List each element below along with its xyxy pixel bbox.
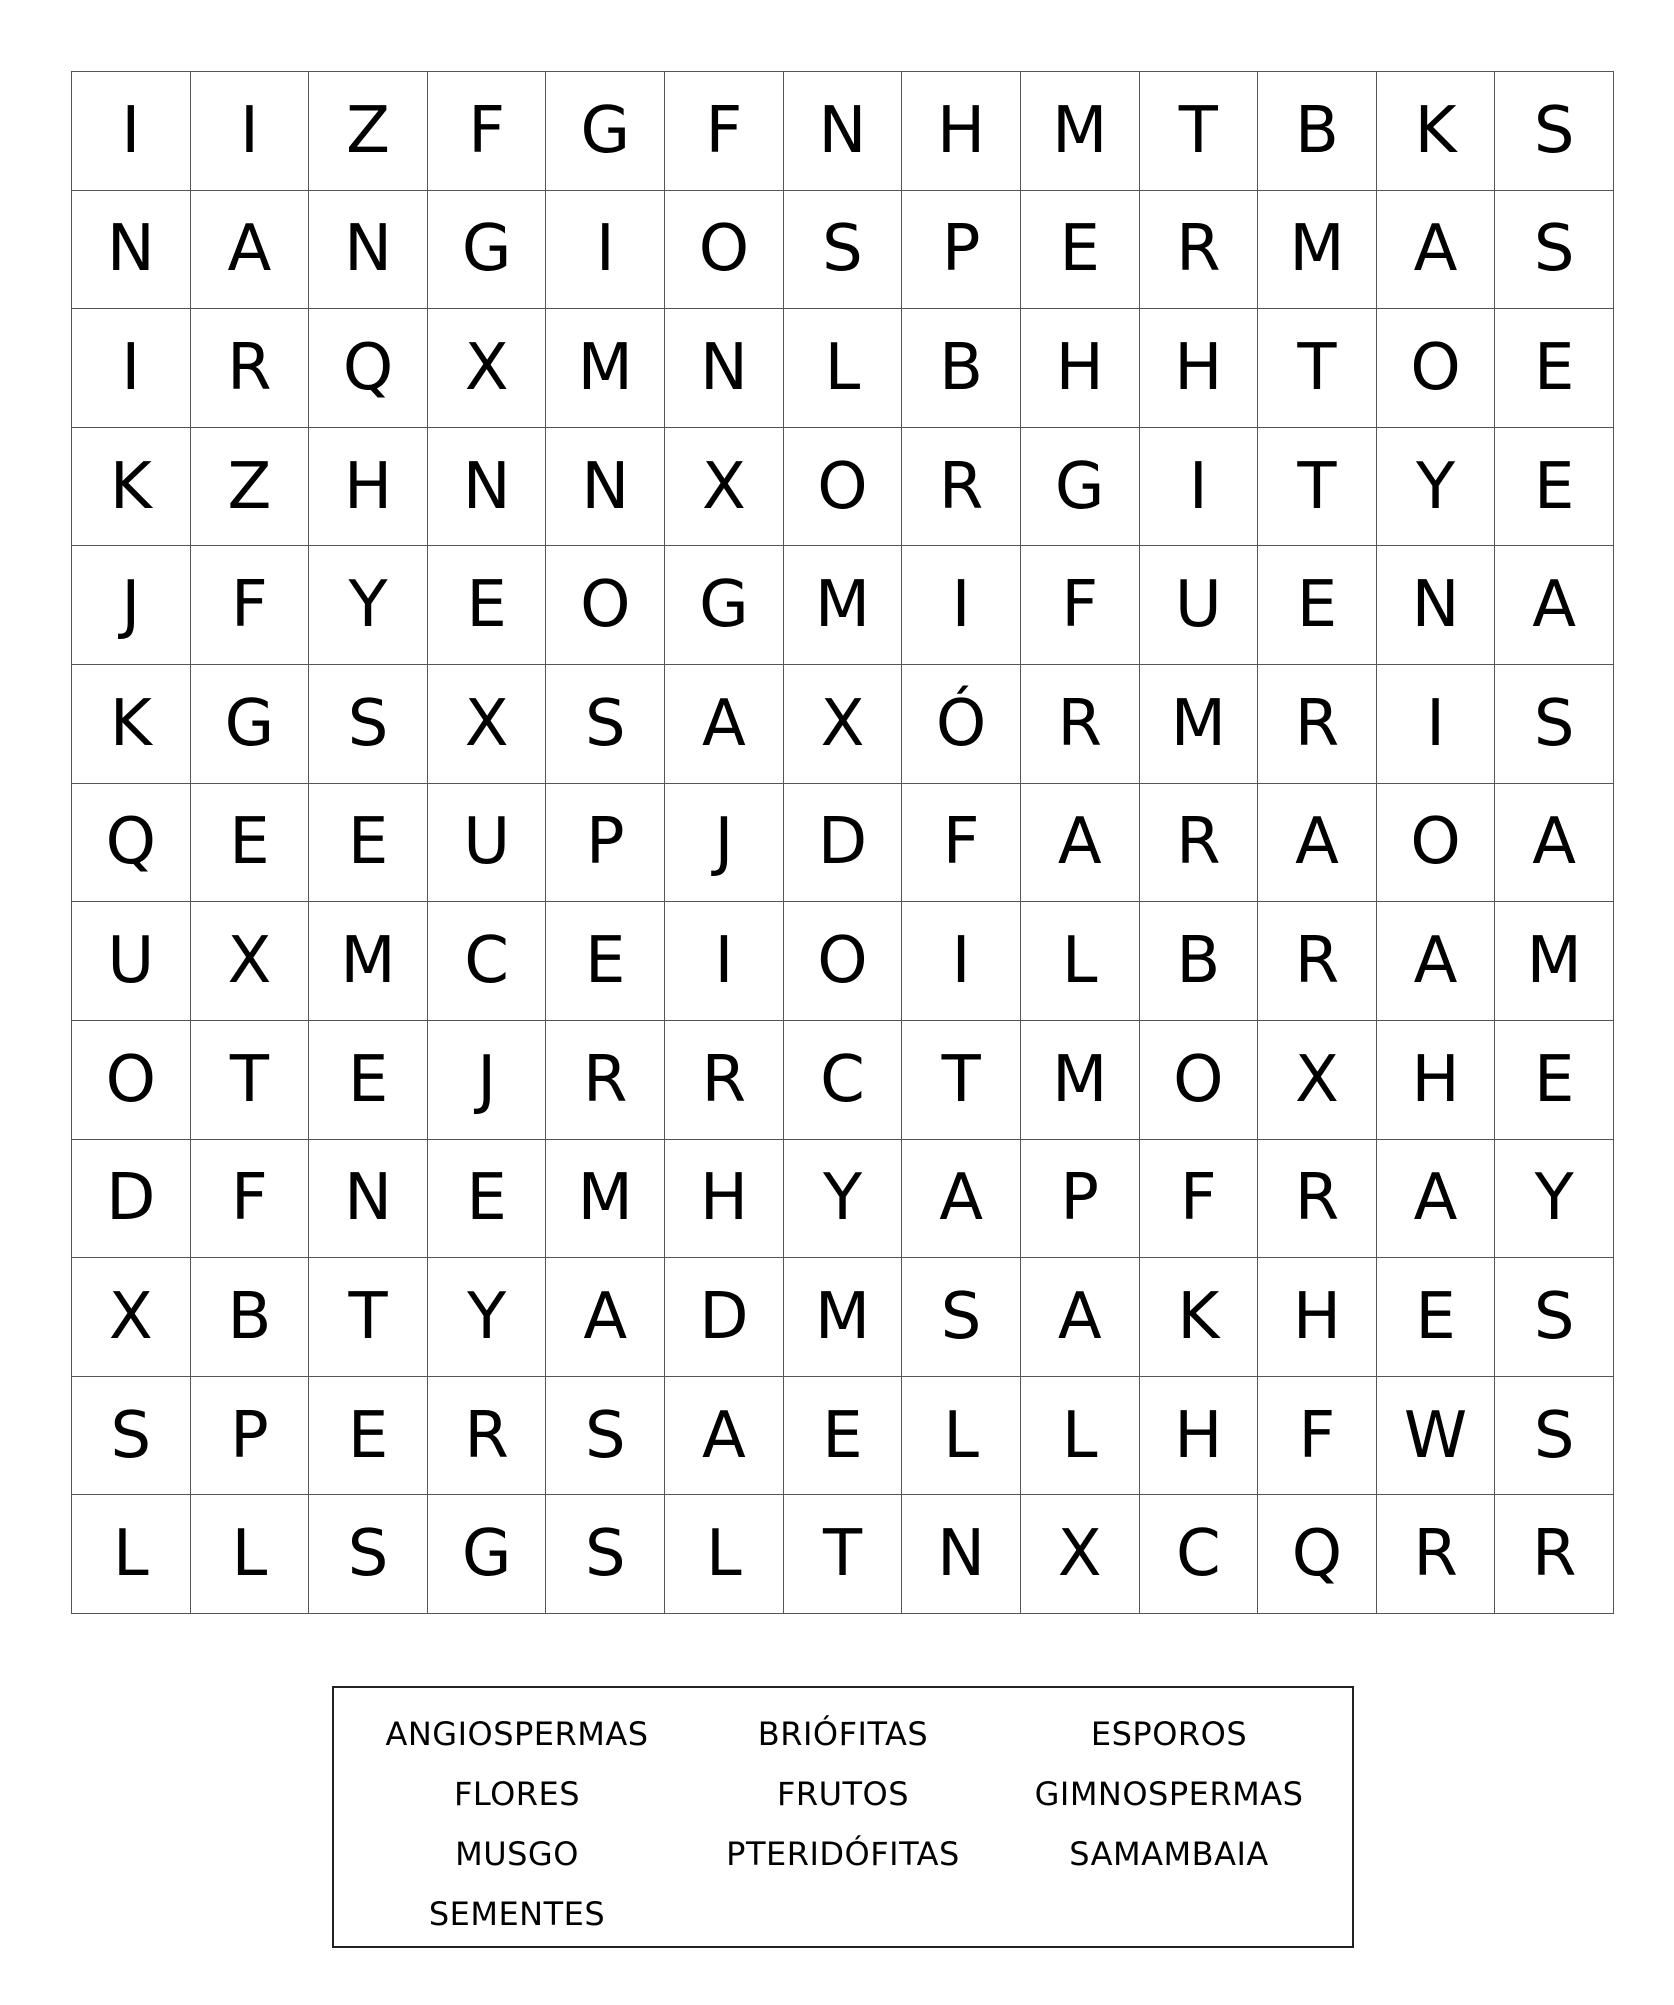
grid-cell[interactable]: N: [784, 72, 903, 191]
grid-cell[interactable]: R: [546, 1021, 665, 1140]
grid-cell[interactable]: G: [428, 1495, 547, 1614]
grid-cell[interactable]: S: [1495, 1377, 1614, 1496]
grid-cell[interactable]: O: [1140, 1021, 1259, 1140]
grid-cell[interactable]: S: [546, 1495, 665, 1614]
grid-cell[interactable]: O: [784, 902, 903, 1021]
grid-cell[interactable]: R: [428, 1377, 547, 1496]
grid-cell[interactable]: R: [902, 428, 1021, 547]
grid-cell[interactable]: D: [784, 784, 903, 903]
grid-cell[interactable]: I: [191, 72, 310, 191]
grid-cell[interactable]: L: [902, 1377, 1021, 1496]
grid-cell[interactable]: H: [1140, 1377, 1259, 1496]
word-list-item: MUSGO: [455, 1835, 579, 1873]
grid-cell[interactable]: F: [1258, 1377, 1377, 1496]
grid-cell[interactable]: S: [1495, 72, 1614, 191]
grid-cell[interactable]: E: [428, 1140, 547, 1259]
word-list-item: ESPOROS: [1090, 1715, 1248, 1753]
grid-cell[interactable]: E: [309, 1021, 428, 1140]
grid-cell[interactable]: X: [665, 428, 784, 547]
grid-cell[interactable]: R: [1258, 902, 1377, 1021]
grid-cell[interactable]: N: [72, 191, 191, 310]
grid-cell[interactable]: E: [1021, 191, 1140, 310]
grid-cell[interactable]: N: [309, 1140, 428, 1259]
grid-cell[interactable]: T: [902, 1021, 1021, 1140]
grid-cell[interactable]: N: [546, 428, 665, 547]
grid-cell[interactable]: M: [309, 902, 428, 1021]
grid-cell[interactable]: R: [1258, 1140, 1377, 1259]
grid-cell[interactable]: I: [546, 191, 665, 310]
word-list-item: PTERIDÓFITAS: [726, 1835, 960, 1873]
grid-cell[interactable]: O: [665, 191, 784, 310]
word-list-item: FRUTOS: [776, 1775, 910, 1813]
grid-cell[interactable]: X: [72, 1258, 191, 1377]
grid-cell[interactable]: R: [1495, 1495, 1614, 1614]
grid-cell[interactable]: H: [1377, 1021, 1496, 1140]
grid-cell[interactable]: J: [428, 1021, 547, 1140]
grid-cell[interactable]: G: [665, 546, 784, 665]
grid-cell[interactable]: K: [72, 428, 191, 547]
grid-cell[interactable]: E: [1258, 546, 1377, 665]
grid-cell[interactable]: A: [1377, 1140, 1496, 1259]
grid-cell[interactable]: G: [1021, 428, 1140, 547]
grid-cell[interactable]: C: [428, 902, 547, 1021]
grid-cell[interactable]: S: [546, 1377, 665, 1496]
grid-cell[interactable]: T: [1140, 72, 1259, 191]
word-list-item: ANGIOSPERMAS: [385, 1715, 649, 1753]
grid-cell[interactable]: I: [902, 546, 1021, 665]
grid-cell[interactable]: A: [665, 1377, 784, 1496]
grid-cell[interactable]: U: [72, 902, 191, 1021]
grid-cell[interactable]: T: [191, 1021, 310, 1140]
grid-cell[interactable]: L: [1021, 902, 1140, 1021]
grid-cell[interactable]: Q: [1258, 1495, 1377, 1614]
grid-cell[interactable]: P: [546, 784, 665, 903]
grid-cell[interactable]: Y: [1495, 1140, 1614, 1259]
grid-cell[interactable]: S: [309, 1495, 428, 1614]
grid-cell[interactable]: N: [665, 309, 784, 428]
grid-cell[interactable]: N: [309, 191, 428, 310]
grid-cell[interactable]: L: [665, 1495, 784, 1614]
grid-cell[interactable]: L: [1021, 1377, 1140, 1496]
grid-cell[interactable]: R: [191, 309, 310, 428]
grid-cell[interactable]: C: [784, 1021, 903, 1140]
grid-cell[interactable]: A: [191, 191, 310, 310]
letter-grid: [71, 71, 1614, 1614]
grid-cell[interactable]: O: [1377, 784, 1496, 903]
grid-cell[interactable]: Z: [309, 72, 428, 191]
grid-cell[interactable]: D: [72, 1140, 191, 1259]
grid-cell[interactable]: M: [784, 546, 903, 665]
grid-cell[interactable]: E: [546, 902, 665, 1021]
grid-cell[interactable]: H: [309, 428, 428, 547]
grid-cell[interactable]: A: [1377, 191, 1496, 310]
grid-cell[interactable]: F: [191, 1140, 310, 1259]
grid-cell[interactable]: E: [1495, 309, 1614, 428]
grid-cell[interactable]: Y: [309, 546, 428, 665]
grid-cell[interactable]: Z: [191, 428, 310, 547]
grid-cell[interactable]: M: [546, 1140, 665, 1259]
grid-cell[interactable]: T: [1258, 309, 1377, 428]
grid-cell[interactable]: H: [1140, 309, 1259, 428]
grid-cell[interactable]: S: [72, 1377, 191, 1496]
grid-cell[interactable]: U: [1140, 546, 1259, 665]
grid-cell[interactable]: E: [428, 546, 547, 665]
grid-cell[interactable]: L: [72, 1495, 191, 1614]
grid-cell[interactable]: E: [784, 1377, 903, 1496]
grid-cell[interactable]: A: [1495, 546, 1614, 665]
grid-cell[interactable]: Ó: [902, 665, 1021, 784]
grid-cell[interactable]: R: [1140, 784, 1259, 903]
grid-cell[interactable]: L: [191, 1495, 310, 1614]
word-list-item: GIMNOSPERMAS: [1034, 1775, 1304, 1813]
grid-cell[interactable]: A: [1495, 784, 1614, 903]
word-list-item: FLORES: [453, 1775, 581, 1813]
grid-cell[interactable]: I: [72, 309, 191, 428]
grid-cell[interactable]: A: [1258, 784, 1377, 903]
grid-cell[interactable]: F: [665, 72, 784, 191]
grid-cell[interactable]: N: [1377, 546, 1496, 665]
grid-cell[interactable]: M: [1140, 665, 1259, 784]
grid-cell[interactable]: S: [309, 665, 428, 784]
word-list-item: SAMAMBAIA: [1069, 1835, 1269, 1873]
grid-cell[interactable]: J: [665, 784, 784, 903]
grid-cell[interactable]: F: [428, 72, 547, 191]
grid-cell[interactable]: F: [1140, 1140, 1259, 1259]
grid-cell[interactable]: A: [1021, 784, 1140, 903]
grid-cell[interactable]: I: [665, 902, 784, 1021]
grid-cell[interactable]: E: [191, 784, 310, 903]
grid-cell[interactable]: H: [902, 72, 1021, 191]
grid-cell[interactable]: A: [1377, 902, 1496, 1021]
grid-cell[interactable]: B: [902, 309, 1021, 428]
grid-cell[interactable]: F: [1021, 546, 1140, 665]
grid-cell[interactable]: P: [902, 191, 1021, 310]
grid-cell[interactable]: Y: [784, 1140, 903, 1259]
grid-cell[interactable]: H: [665, 1140, 784, 1259]
grid-cell[interactable]: O: [784, 428, 903, 547]
grid-cell[interactable]: T: [784, 1495, 903, 1614]
grid-cell[interactable]: K: [1377, 72, 1496, 191]
grid-cell[interactable]: H: [1021, 309, 1140, 428]
grid-cell[interactable]: K: [72, 665, 191, 784]
grid-cell[interactable]: X: [428, 309, 547, 428]
grid-cell[interactable]: S: [902, 1258, 1021, 1377]
grid-cell[interactable]: P: [191, 1377, 310, 1496]
grid-cell[interactable]: X: [1021, 1495, 1140, 1614]
grid-cell[interactable]: B: [1258, 72, 1377, 191]
grid-cell[interactable]: O: [72, 1021, 191, 1140]
grid-cell[interactable]: T: [1258, 428, 1377, 547]
word-list: [332, 1686, 1354, 1948]
grid-cell[interactable]: U: [428, 784, 547, 903]
grid-cell[interactable]: D: [665, 1258, 784, 1377]
grid-cell[interactable]: X: [784, 665, 903, 784]
grid-cell[interactable]: R: [665, 1021, 784, 1140]
grid-cell[interactable]: G: [428, 191, 547, 310]
grid-cell[interactable]: G: [191, 665, 310, 784]
grid-cell[interactable]: N: [902, 1495, 1021, 1614]
grid-cell[interactable]: B: [1140, 902, 1259, 1021]
grid-cell[interactable]: E: [1495, 428, 1614, 547]
grid-cell[interactable]: A: [665, 665, 784, 784]
grid-cell[interactable]: R: [1140, 191, 1259, 310]
grid-cell[interactable]: S: [1495, 665, 1614, 784]
grid-cell[interactable]: I: [1377, 665, 1496, 784]
grid-cell[interactable]: O: [546, 546, 665, 665]
grid-cell[interactable]: M: [1258, 191, 1377, 310]
grid-cell[interactable]: M: [546, 309, 665, 428]
grid-cell[interactable]: H: [1258, 1258, 1377, 1377]
grid-cell[interactable]: Q: [72, 784, 191, 903]
grid-cell[interactable]: S: [1495, 191, 1614, 310]
grid-cell[interactable]: M: [784, 1258, 903, 1377]
grid-cell[interactable]: F: [902, 784, 1021, 903]
grid-cell[interactable]: R: [1021, 665, 1140, 784]
grid-cell[interactable]: S: [546, 665, 665, 784]
grid-cell[interactable]: M: [1495, 902, 1614, 1021]
grid-cell[interactable]: C: [1140, 1495, 1259, 1614]
grid-cell[interactable]: O: [1377, 309, 1496, 428]
grid-cell[interactable]: S: [1495, 1258, 1614, 1377]
grid-cell[interactable]: L: [784, 309, 903, 428]
grid-cell[interactable]: R: [1377, 1495, 1496, 1614]
grid-cell[interactable]: Y: [428, 1258, 547, 1377]
grid-cell[interactable]: A: [546, 1258, 665, 1377]
word-list-item: SEMENTES: [428, 1895, 606, 1933]
grid-cell[interactable]: P: [1021, 1140, 1140, 1259]
grid-cell[interactable]: Q: [309, 309, 428, 428]
grid-cell[interactable]: A: [902, 1140, 1021, 1259]
grid-cell[interactable]: E: [1377, 1258, 1496, 1377]
grid-cell[interactable]: W: [1377, 1377, 1496, 1496]
grid-cell[interactable]: G: [546, 72, 665, 191]
grid-cell[interactable]: X: [1258, 1021, 1377, 1140]
grid-cell[interactable]: X: [428, 665, 547, 784]
grid-cell[interactable]: A: [1021, 1258, 1140, 1377]
grid-cell[interactable]: I: [902, 902, 1021, 1021]
grid-cell[interactable]: E: [1495, 1021, 1614, 1140]
grid-cell[interactable]: F: [191, 546, 310, 665]
grid-cell[interactable]: X: [191, 902, 310, 1021]
grid-cell[interactable]: T: [309, 1258, 428, 1377]
grid-cell[interactable]: M: [1021, 72, 1140, 191]
grid-cell[interactable]: K: [1140, 1258, 1259, 1377]
grid-cell[interactable]: E: [309, 784, 428, 903]
grid-cell[interactable]: R: [1258, 665, 1377, 784]
grid-cell[interactable]: S: [784, 191, 903, 310]
grid-cell[interactable]: M: [1021, 1021, 1140, 1140]
grid-cell[interactable]: Y: [1377, 428, 1496, 547]
grid-cell[interactable]: N: [428, 428, 547, 547]
word-list-item: BRIÓFITAS: [757, 1715, 929, 1753]
grid-cell[interactable]: E: [309, 1377, 428, 1496]
grid-cell[interactable]: I: [1140, 428, 1259, 547]
grid-cell[interactable]: J: [72, 546, 191, 665]
grid-cell[interactable]: I: [72, 72, 191, 191]
grid-cell[interactable]: B: [191, 1258, 310, 1377]
